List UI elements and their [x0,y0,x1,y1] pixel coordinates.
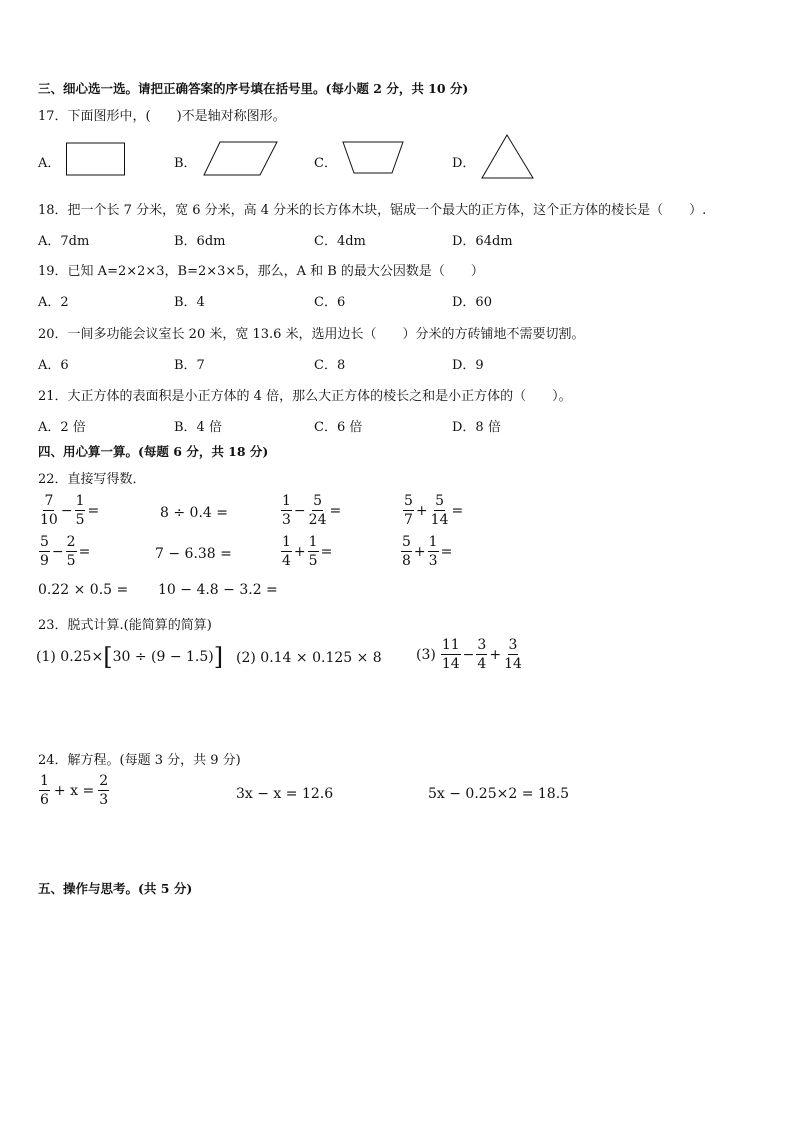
q18-option-c: C．4dm [314,234,366,249]
calc-r2-b: 7 − 6.38 = [155,546,232,562]
q18-option-a: A．7dm [38,234,90,249]
q17-option-c: C． [314,156,337,171]
calc-r2-c: $\frac{1}{4}$ + $\frac{1}{5}$ = [282,534,333,569]
question-17: 17．下面图形中，( )不是轴对称图形。 [38,109,286,124]
calc-r2-d: $\frac{5}{8}$ + $\frac{1}{3}$ = [402,534,453,569]
q20-option-c: C．8 [314,358,346,373]
equation-3: 5x − 0.25×2 = 18.5 [428,786,570,802]
q17-option-d: D． [452,156,476,171]
equation-1: $\frac{1}{6}$ + x = $\frac{2}{3}$ [40,773,109,808]
q21-option-a: A．2 倍 [38,420,86,435]
q20-option-a: A．6 [38,358,69,373]
q21-option-c: C．6 倍 [314,420,363,435]
q23-part-1: (1) 0.25× [ 30 ÷ (9 − 1.5) ] [36,643,224,671]
calc-r3-b: 10 − 4.8 − 3.2 = [158,582,278,598]
section-5-title: 五、操作与思考。(共 5 分) [38,881,193,896]
q23-part-2: (2) 0.14 × 0.125 × 8 [236,650,382,666]
question-20: 20．一间多功能会议室长 20 米，宽 13.6 米，选用边长（ ）分米的方砖铺地不需要切割。 [38,327,585,342]
q20-option-b: B．7 [174,358,205,373]
q18-option-d: D．64dm [452,234,513,249]
question-22: 22．直接写得数． [38,472,146,487]
trapezoid-icon [341,140,405,176]
q23-part-3: (3) $\frac{11}{14}$ − $\frac{3}{4}$ + $\frac{3}{14}$ [416,637,522,672]
question-21: 21．大正方体的表面积是小正方体的 4 倍，那么大正方体的棱长之和是小正方体的（ ）。 [38,389,572,404]
q19-option-d: D．60 [452,295,492,310]
q21-option-b: B．4 倍 [174,420,222,435]
calc-r1-d: $\frac{5}{7}$ + $\frac{5}{14}$ = [404,493,464,528]
q19-option-c: C．6 [314,295,346,310]
section-3-title: 三、细心选一选。请把正确答案的序号填在括号里。(每小题 2 分，共 10 分) [38,81,469,96]
calc-r3-a: 0.22 × 0.5 = [38,582,129,598]
calc-r1-c: $\frac{1}{3}$ − $\frac{5}{24}$ = [282,493,342,528]
question-24: 24．解方程。(每题 3 分，共 9 分) [38,753,241,768]
equation-2: 3x − x = 12.6 [236,786,334,802]
q17-option-b: B． [174,156,197,171]
calc-r1-a: $\frac{7}{10}$ − $\frac{1}{5}$ = [40,493,100,528]
q19-option-b: B．4 [174,295,205,310]
q21-option-d: D．8 倍 [452,420,501,435]
section-4-title: 四、用心算一算。(每题 6 分，共 18 分) [38,444,269,459]
q20-option-d: D．9 [452,358,484,373]
question-18: 18．把一个长 7 分米，宽 6 分米，高 4 分米的长方体木块，锯成一个最大的正方体，这个正方体的棱长是（ ）. [38,203,707,218]
q17-option-a: A． [38,156,61,171]
calc-r1-b: 8 ÷ 0.4 = [160,505,228,521]
question-19: 19．已知 A=2×2×3，B=2×3×5，那么，A 和 B 的最大公因数是（ ） [38,264,484,279]
question-23: 23．脱式计算.(能简算的简算) [38,618,212,633]
q19-option-a: A．2 [38,295,69,310]
q18-option-b: B．6dm [174,234,226,249]
rectangle-icon [65,141,127,177]
triangle-icon [480,133,536,181]
calc-r2-a: $\frac{5}{9}$ − $\frac{2}{5}$ = [40,534,91,569]
parallelogram-icon [202,140,280,178]
